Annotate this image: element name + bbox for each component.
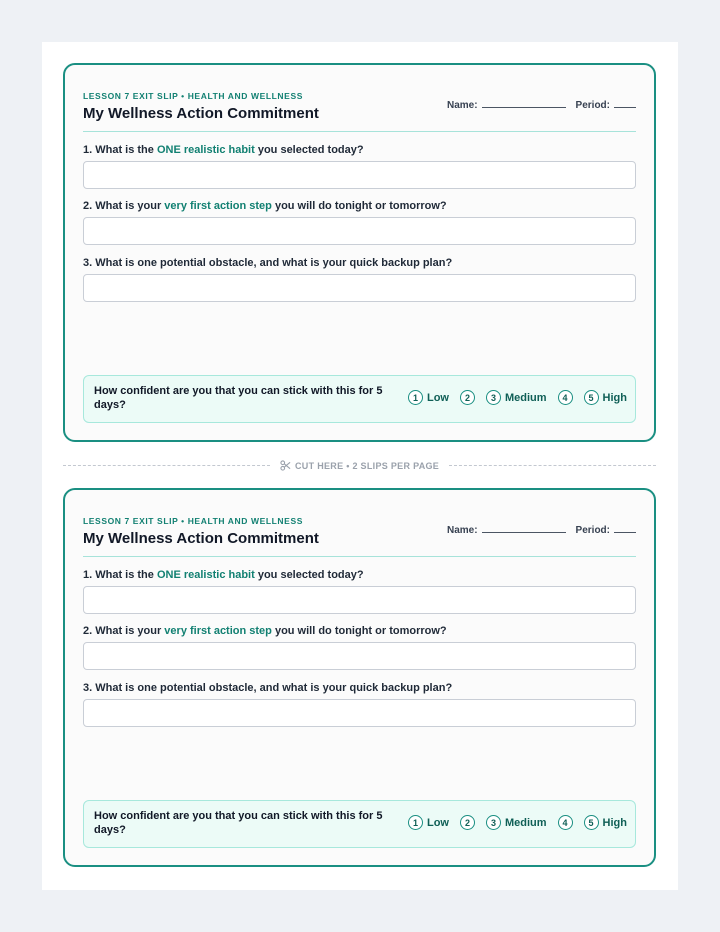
name-label: Name: [446, 100, 478, 111]
header-divider [83, 131, 636, 132]
question-text: 2. What is your [83, 625, 165, 637]
scissors-icon [280, 460, 291, 471]
confidence-scale [397, 815, 627, 830]
confidence-option-4[interactable] [558, 390, 573, 405]
question-1 [83, 144, 364, 156]
rating-label: Medium [504, 816, 547, 829]
period-field[interactable] [576, 98, 636, 111]
period-label: Period: [575, 100, 610, 111]
confidence-option-4[interactable] [558, 815, 573, 830]
confidence-prompt: How confident are you that you can stick with this for 5 days? [94, 385, 383, 411]
cut-dash-right [449, 465, 656, 466]
question-highlight: ONE realistic habit [156, 569, 255, 581]
rating-circle: 1 [408, 390, 423, 405]
confidence-option-3[interactable] [486, 390, 547, 405]
question-3 [83, 682, 452, 694]
period-field[interactable] [576, 523, 636, 536]
confidence-box [83, 800, 636, 848]
question-text: 1. What is the [83, 569, 157, 581]
period-label: Period: [575, 525, 610, 536]
confidence-prompt: How confident are you that you can stick with this for 5 days? [94, 810, 383, 836]
question-text: 2. What is your [83, 200, 165, 212]
rating-label: High [602, 391, 627, 404]
cut-dash-left [63, 465, 270, 466]
name-period-fields [447, 98, 636, 111]
question-highlight: very first action step [164, 200, 272, 212]
answer-field-3[interactable] [83, 699, 636, 727]
answer-field-3[interactable] [83, 274, 636, 302]
confidence-option-1[interactable] [408, 390, 449, 405]
answer-field-2[interactable] [83, 217, 636, 245]
confidence-option-5[interactable] [584, 390, 627, 405]
question-highlight: very first action step [164, 625, 272, 637]
question-text-end: you will do tonight or tomorrow? [271, 625, 447, 637]
question-text: 3. What is one potential obstacle, and what is your quick backup plan? [83, 682, 453, 694]
name-line [482, 523, 566, 533]
confidence-option-2[interactable] [460, 390, 475, 405]
question-text: 1. What is the [83, 144, 157, 156]
name-label: Name: [446, 525, 478, 536]
rating-label: Low [426, 816, 449, 829]
confidence-option-5[interactable] [584, 815, 627, 830]
question-text-end: you selected today? [254, 569, 364, 581]
confidence-box [83, 375, 636, 423]
rating-label: Medium [504, 391, 547, 404]
slip-eyebrow: LESSON 7 EXIT SLIP • HEALTH AND WELLNESS [83, 91, 303, 101]
slip-title: My Wellness Action Commitment [83, 530, 319, 547]
period-line [614, 523, 636, 533]
question-text-end: you will do tonight or tomorrow? [271, 200, 447, 212]
confidence-option-3[interactable] [486, 815, 547, 830]
answer-field-2[interactable] [83, 642, 636, 670]
question-text-end: you selected today? [254, 144, 364, 156]
name-period-fields [447, 523, 636, 536]
exit-slip-2 [63, 488, 656, 867]
cut-label-text: CUT HERE • 2 SLIPS PER PAGE [295, 460, 440, 471]
question-text: 3. What is one potential obstacle, and what is your quick backup plan? [83, 257, 453, 269]
exit-slip-1 [63, 63, 656, 442]
rating-circle: 2 [460, 815, 475, 830]
rating-circle: 1 [408, 815, 423, 830]
question-3 [83, 257, 452, 269]
name-field[interactable] [447, 98, 566, 111]
question-2 [83, 625, 447, 637]
cut-label [280, 460, 439, 471]
rating-circle: 4 [558, 815, 573, 830]
slip-eyebrow: LESSON 7 EXIT SLIP • HEALTH AND WELLNESS [83, 516, 303, 526]
answer-field-1[interactable] [83, 161, 636, 189]
period-line [614, 98, 636, 108]
rating-circle: 3 [486, 390, 501, 405]
rating-circle: 5 [584, 815, 599, 830]
confidence-option-2[interactable] [460, 815, 475, 830]
name-field[interactable] [447, 523, 566, 536]
rating-circle: 5 [584, 390, 599, 405]
answer-field-1[interactable] [83, 586, 636, 614]
question-1 [83, 569, 364, 581]
rating-label: Low [426, 391, 449, 404]
rating-circle: 4 [558, 390, 573, 405]
question-highlight: ONE realistic habit [156, 144, 255, 156]
cut-line [63, 460, 656, 472]
slip-title: My Wellness Action Commitment [83, 105, 319, 122]
name-line [482, 98, 566, 108]
rating-circle: 2 [460, 390, 475, 405]
confidence-option-1[interactable] [408, 815, 449, 830]
rating-label: High [602, 816, 627, 829]
confidence-scale [397, 390, 627, 405]
worksheet-page [42, 42, 678, 890]
question-2 [83, 200, 447, 212]
header-divider [83, 556, 636, 557]
rating-circle: 3 [486, 815, 501, 830]
